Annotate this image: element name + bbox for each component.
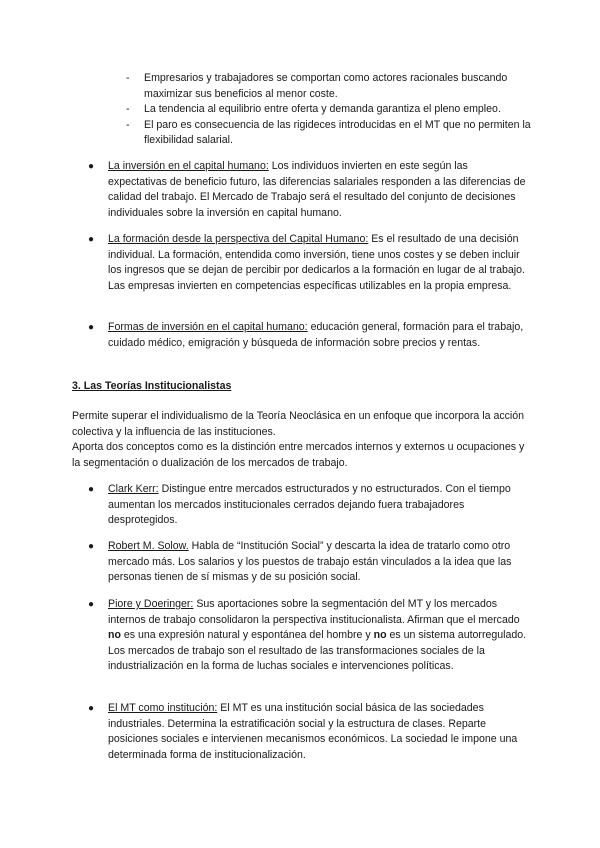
intro-line-2: Aporta dos conceptos como es la distinción entre mercados internos y externos u ocupaciones y la segmentación o dualización de los mercados de trabajo. bbox=[72, 441, 525, 469]
list-item-text: La tendencia al equilibrio entre oferta y demanda garantiza el pleno empleo. bbox=[144, 103, 501, 116]
bullet-marker: ● bbox=[88, 541, 95, 552]
bullet-body: Distingue entre mercados estructurados y no estructurados. Con el tiempo aumentan los mercados institucionales cerrados dejando fuera trabajadores desprotegidos. bbox=[108, 483, 511, 527]
bullet-label: El MT como institución: bbox=[108, 702, 218, 714]
bullet-body: Los individuos invierten en este según las expectativas de beneficio futuro, las diferencias salariales responden a las diferencias de calidad del trabajo. El Mercado de Trabajo será el resultado del conjunto de decisiones individuales sobre la inversión en capital humano. bbox=[108, 160, 526, 219]
bullet-item-clark-kerr bbox=[88, 482, 528, 529]
section-heading: 3. Las Teorías Institucionalistas bbox=[72, 380, 232, 392]
bullet-item-mt-institucion bbox=[88, 701, 528, 763]
bullet-label: Clark Kerr: bbox=[108, 483, 159, 495]
bullet-marker: ● bbox=[88, 484, 95, 495]
bullet-item-solow bbox=[88, 539, 528, 586]
bullet-body: Es el resultado de una decisión individual. La formación, entendida como inversión, tiene unos costes y se deben incluir los ingresos que se dejan de percibir por dedicarlos a la formación en lugar de al trabajo. Las empresas invierten en competencias específicas utilizables en la propia empresa. bbox=[108, 233, 525, 292]
bullet-marker: ● bbox=[88, 322, 95, 333]
bullet-text bbox=[88, 482, 528, 529]
bullet-body: Sus aportaciones sobre la segmentación del MT y los mercados internos de trabajo consolidaron la perspectiva institucionalista. Afirman que el mercado bbox=[108, 598, 520, 626]
bullet-item-formacion bbox=[88, 232, 528, 294]
bullet-item-formas-inversion bbox=[88, 320, 528, 351]
bullet-text bbox=[88, 597, 528, 675]
bullet-label: La formación desde la perspectiva del Capital Humano: bbox=[108, 233, 369, 245]
bullet-label: Piore y Doeringer: bbox=[108, 598, 194, 610]
bullet-text bbox=[88, 701, 528, 763]
list-item-text: Empresarios y trabajadores se comportan como actores racionales buscando maximizar sus beneficios al menor coste. bbox=[144, 72, 508, 100]
dash-marker: - bbox=[126, 103, 130, 116]
bullet-body: es un sistema autorregulado. bbox=[386, 629, 527, 642]
bullet-marker: ● bbox=[88, 234, 95, 245]
list-item bbox=[126, 102, 536, 118]
bullet-marker: ● bbox=[88, 599, 95, 610]
bullet-text bbox=[88, 159, 528, 221]
emphasis-no: no bbox=[108, 629, 121, 642]
list-item bbox=[126, 71, 536, 102]
bullet-label: La inversión en el capital humano: bbox=[108, 160, 269, 172]
bullet-text bbox=[88, 232, 528, 294]
bullet-marker: ● bbox=[88, 161, 95, 172]
bullet-label: Robert M. Solow. bbox=[108, 540, 189, 552]
bullet-label: Formas de inversión en el capital humano: bbox=[108, 321, 308, 333]
bullet-body: El MT es una institución social básica de las sociedades industriales. Determina la estratificación social y la estructura de clases. Reparte posiciones sociales e intervienen mecanismos económicos. La sociedad le impone una determinada forma de institucionalización. bbox=[108, 702, 518, 761]
bullet-body: educación general, formación para el trabajo, cuidado médico, emigración y búsqueda de información sobre precios y rentas. bbox=[108, 321, 524, 349]
bullet-item-capital-humano bbox=[88, 159, 528, 221]
intro-line-1: Permite superar el individualismo de la Teoría Neoclásica en un enfoque que incorpora la acción colectiva y la influencia de las instituciones. bbox=[72, 410, 525, 438]
bullet-body: es una expresión natural y espontánea del hombre y bbox=[120, 629, 374, 642]
bullet-body: Habla de “Institución Social” y descarta la idea de tratarlo como otro mercado más. Los salarios y los puestos de trabajo están vinculados a la idea que las personas tienen de sí mismas y de su posición social. bbox=[108, 540, 512, 584]
list-item-text: El paro es consecuencia de las rigideces introducidas en el MT que no permiten la flexibilidad salarial. bbox=[144, 118, 531, 147]
intro-paragraph bbox=[72, 409, 532, 471]
bullet-text bbox=[88, 320, 528, 351]
dash-marker: - bbox=[126, 118, 130, 131]
bullet-text bbox=[88, 539, 528, 586]
list-item bbox=[126, 118, 536, 149]
bullet-body-2: Los mercados de trabajo son el resultado de las transformaciones sociales de la industrialización en la forma de luchas sociales e intervenciones políticas. bbox=[108, 644, 485, 673]
dash-marker: - bbox=[126, 72, 130, 84]
bullet-item-piore-doeringer bbox=[88, 597, 528, 675]
emphasis-no: no bbox=[373, 629, 387, 642]
dash-list bbox=[126, 71, 536, 149]
bullet-marker: ● bbox=[88, 703, 95, 714]
